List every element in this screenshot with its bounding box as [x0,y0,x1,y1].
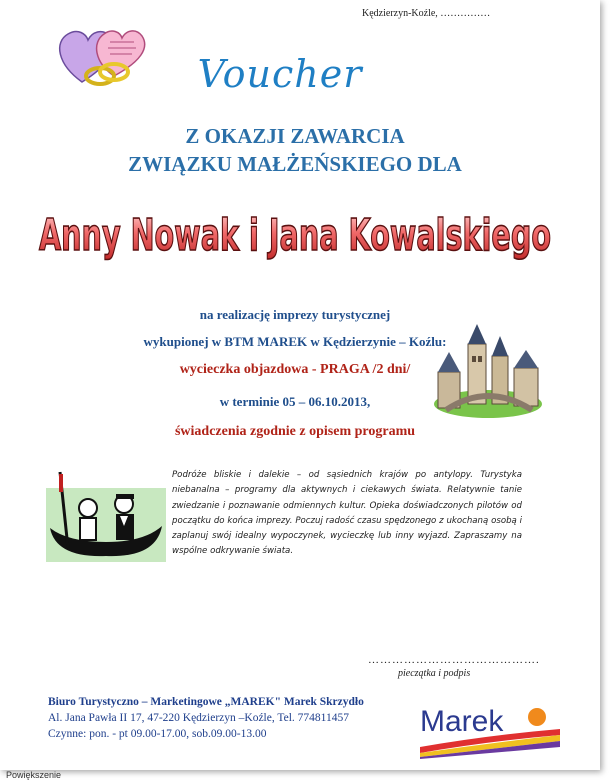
logo-text: Marek [420,705,504,738]
company-name: Biuro Turystyczno – Marketingowe „MAREK" Marek Skrzydło [48,696,364,708]
company-address: Al. Jana Pawła II 17, 47-220 Kędzierzyn –Koźle, Tel. 774811457 [48,712,349,724]
detail-line-4: w terminie 05 – 06.10.2013, [219,394,371,409]
voucher-title: Voucher [197,52,363,96]
recipient-names-text: Anny Nowak i Jana Kowalskiego [39,210,551,261]
occasion-heading [0,122,590,178]
opening-hours: Czynne: pon. - pt 09.00-17.00, sob.09.00-13.00 [48,728,267,740]
program-description: Podróże bliskie i dalekie – od sąsiednich krajów po antylopy. Turystyka niebanalna – programy dla aktywnych i ciekawych świata. Relatywnie tanie zwiedzanie i poznawanie odmiennych kultur. Opieka doświadczonych pilotów od początku do końca imprezy. Poczuj radość czasu spędzonego z ukochaną osobą i zaplanuj swój idealny wypoczynek, wycieczkę lub inny wyjazd. Zapraszamy na wspólne odkrywanie świata. [172,470,522,557]
marek-logo [420,703,565,759]
zoom-status-label: Powiększenie [6,770,62,780]
signature-label: pieczątka i podpis [398,668,471,679]
detail-line-1: na realizację imprezy turystycznej [199,307,391,322]
recipient-names [30,192,560,270]
detail-line-2: wykupionej w BTM MAREK w Kędzierzynie – Koźlu: [143,334,447,349]
occasion-line-1: Z OKAZJI ZAWARCIA [185,124,405,148]
gondola-couple-icon [46,468,166,564]
detail-line-5: świadczenia zgodnie z opisem programu [174,424,416,439]
prague-city-icon [432,322,544,418]
place-date: Kędzierzyn-Koźle, …………… [362,8,491,19]
occasion-line-2: ZWIĄZKU MAŁŻEŃSKIEGO DLA [128,152,462,176]
detail-line-3: wycieczka objazdowa - PRAGA /2 dni/ [179,362,411,377]
signature-line: ……………………………………. [368,654,540,666]
